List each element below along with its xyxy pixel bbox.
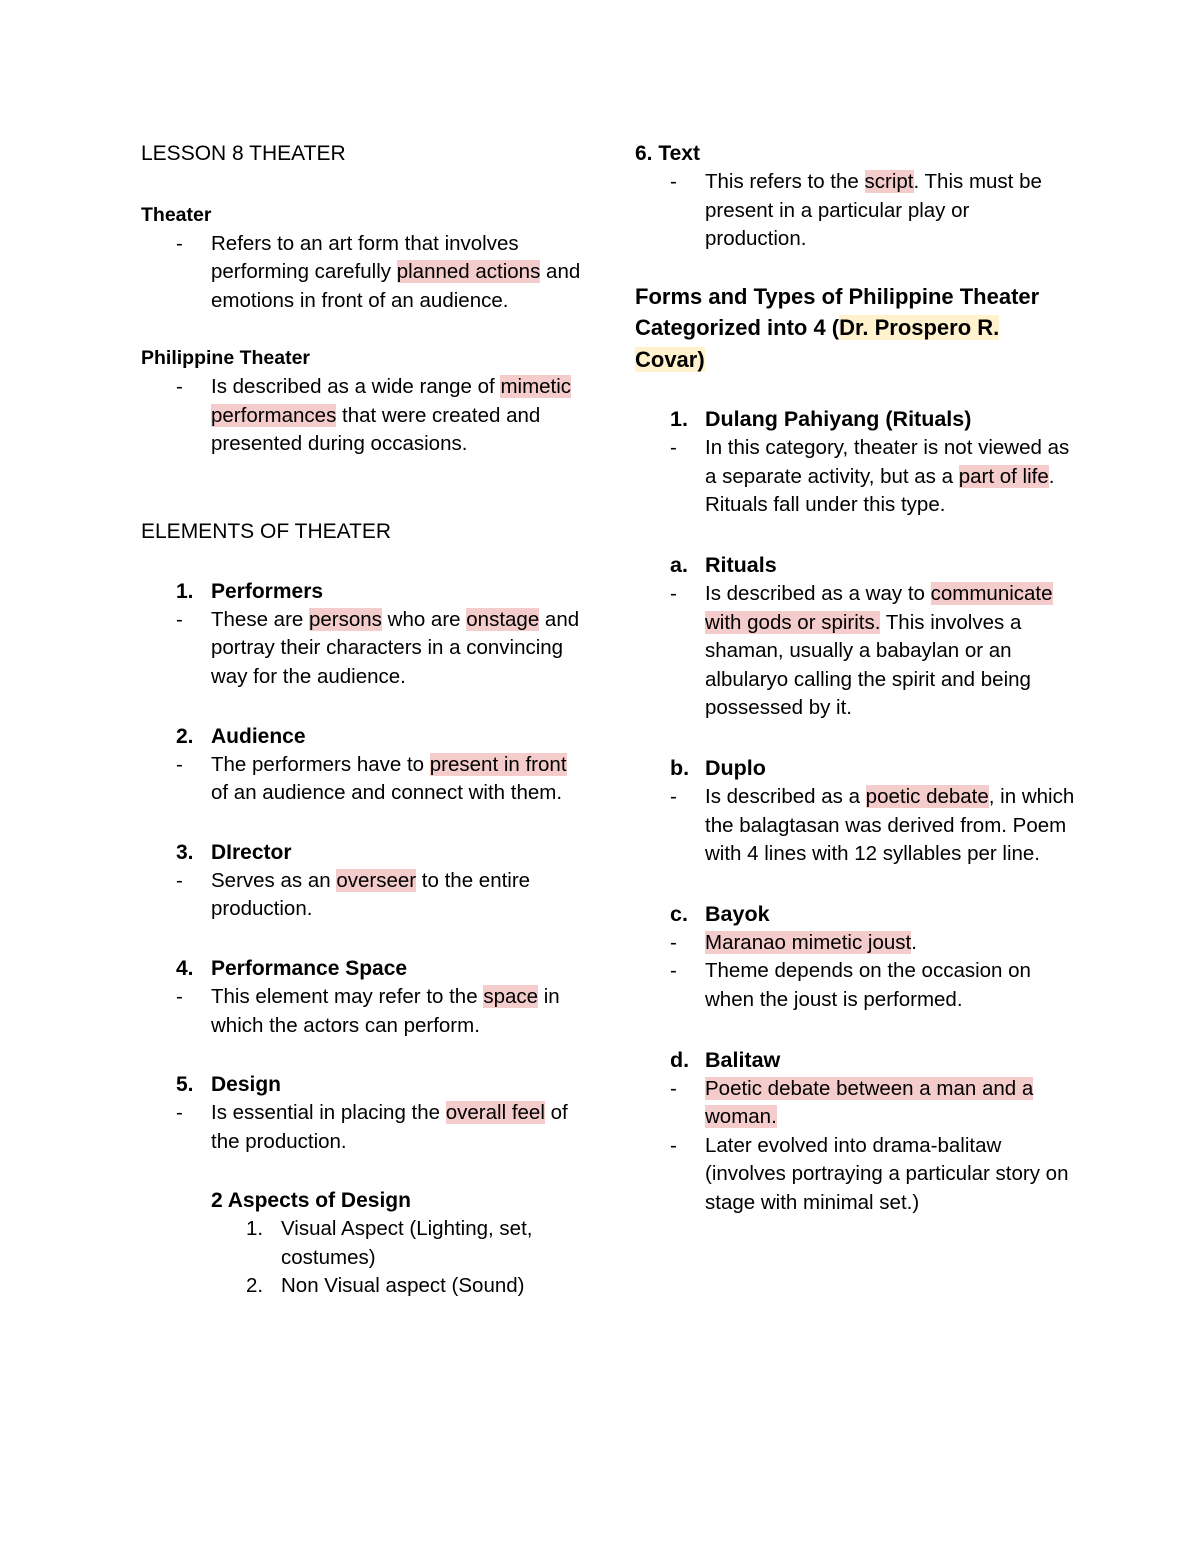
aspect-item: 2. Non Visual aspect (Sound) xyxy=(246,1274,525,1298)
element-design-text: - Is essential in placing the overall feel of the production. xyxy=(176,1101,568,1153)
theater-heading: Theater xyxy=(141,204,212,226)
element-text-text: - This refers to the script. This must be present in a particular play or production. xyxy=(670,170,1042,251)
elements-heading: ELEMENTS OF THEATER xyxy=(141,519,392,543)
aspect-item: 1. Visual Aspect (Lighting, set, costumes) xyxy=(246,1217,533,1269)
category-dulang-text: - In this category, theater is not viewed as a separate activity, but as a part of life. Rituals fall under this type. xyxy=(670,436,1070,517)
category-balitaw-text: - Poetic debate between a man and a woman. xyxy=(670,1076,1034,1129)
element-director-text: - Serves as an overseer to the entire production. xyxy=(176,868,531,921)
category-balitaw-text-2: - Later evolved into drama-balitaw (involves portraying a particular story on stage with minimal set.) xyxy=(670,1133,1069,1214)
element-performers-title: 1. Performers xyxy=(176,579,324,603)
philippine-theater-definition: - Is described as a wide range of mimetic performances that were created and presented during occasions. xyxy=(176,374,572,456)
categorized-heading: Categorized into 4 (Dr. Prospero R. Covar) xyxy=(635,315,1000,372)
element-audience-title: 2. Audience xyxy=(176,724,306,748)
category-bayok-text: - Maranao mimetic joust. xyxy=(670,930,917,954)
category-bayok-text-2: - Theme depends on the occasion on when the joust is performed. xyxy=(670,959,1031,1011)
category-rituals-text: - Is described as a way to communicate with gods or spirits. This involves a shaman, usually a babaylan or an albularyo calling the spirit and being possessed by it. xyxy=(670,582,1053,720)
aspects-heading: 2 Aspects of Design xyxy=(211,1189,411,1213)
element-audience-text: - The performers have to present in front of an audience and connect with them. xyxy=(176,752,567,805)
element-text-title: 6. Text xyxy=(635,142,700,165)
category-duplo-title: b. Duplo xyxy=(670,756,766,781)
category-rituals-title: a. Rituals xyxy=(670,553,777,578)
theater-definition: - Refers to an art form that involves performing carefully planned actions and emotions in front of an audience. xyxy=(176,231,581,312)
category-bayok-title: c. Bayok xyxy=(670,901,770,926)
right-column xyxy=(635,140,1075,1218)
element-space-title: 4. Performance Space xyxy=(176,956,408,980)
element-space-text: - This element may refer to the space in which the actors can perform. xyxy=(176,984,560,1037)
category-duplo-text: - Is described as a poetic debate, in which the balagtasan was derived from. Poem with 4 lines with 12 syllables per line. xyxy=(670,785,1075,866)
left-column xyxy=(141,140,581,1301)
philippine-theater-heading: Philippine Theater xyxy=(141,347,311,370)
category-dulang-title: 1. Dulang Pahiyang (Rituals) xyxy=(670,407,972,432)
element-director-title: 3. DIrector xyxy=(176,840,292,864)
lesson-title: LESSON 8 THEATER xyxy=(141,142,346,165)
element-design-title: 5. Design xyxy=(176,1073,282,1097)
category-balitaw-title: d. Balitaw xyxy=(670,1047,781,1072)
element-performers-text: - These are persons who are onstage and portray their characters in a convincing way for the audience. xyxy=(176,607,580,688)
forms-heading: Forms and Types of Philippine Theater xyxy=(635,283,1040,309)
